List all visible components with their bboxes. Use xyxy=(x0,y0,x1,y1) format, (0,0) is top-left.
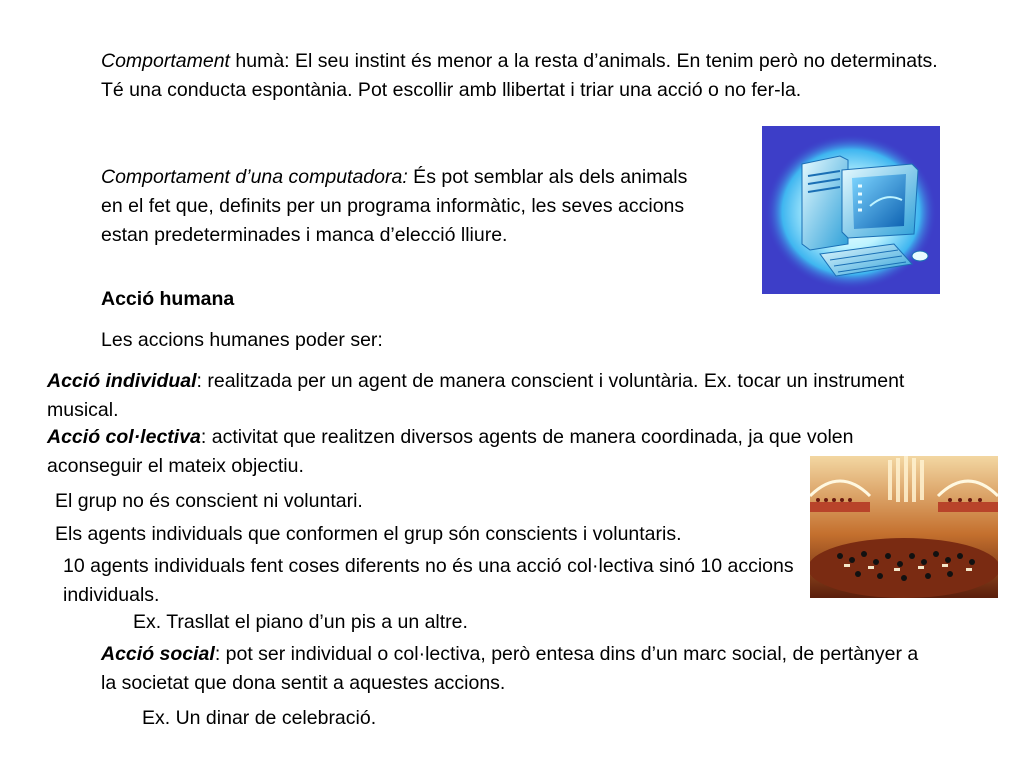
human-behavior-term: Comportament xyxy=(101,50,230,72)
social-example: Ex. Un dinar de celebració. xyxy=(142,707,377,729)
computer-illustration xyxy=(762,126,940,294)
collective-action-paragraph xyxy=(47,423,917,481)
collective-example: Ex. Trasllat el piano d’un pis a un altre. xyxy=(133,611,468,633)
collective-action-term: Acció col·lectiva xyxy=(47,426,201,448)
human-behavior-paragraph xyxy=(101,47,961,105)
individual-action-paragraph xyxy=(47,367,917,425)
social-action-paragraph xyxy=(101,640,931,698)
collective-point: 10 agents individuals fent coses diferents no és una acció col·lectiva sinó 10 accions individuals. xyxy=(63,555,794,606)
social-action-text: : pot ser individual o col·lectiva, però entesa dins d’un marc social, de pertànyer a la societat que dona sentit a aquestes accions. xyxy=(101,643,919,694)
individual-action-term: Acció individual xyxy=(47,370,197,392)
collective-point: El grup no és conscient ni voluntari. xyxy=(55,490,363,512)
collective-point: Els agents individuals que conformen el grup són conscients i voluntaris. xyxy=(55,523,682,545)
human-behavior-text: humà: El seu instint és menor a la resta d’animals. En tenim però no determinats. Té una conducta espontània. Pot escollir amb llibertat i triar una acció o no fer-la. xyxy=(101,50,938,101)
concert-hall-photo xyxy=(810,456,998,598)
human-action-heading: Acció humana xyxy=(101,288,235,310)
individual-action-text: : realitzada per un agent de manera conscient i voluntària. Ex. tocar un instrument musical. xyxy=(47,370,905,421)
intro-text: Les accions humanes poder ser: xyxy=(101,329,383,351)
computer-behavior-paragraph xyxy=(101,163,713,250)
computer-behavior-text: És pot semblar als dels animals en el fet que, definits per un programa informàtic, les seves accions estan predeterminades i manca d’elecció lliure. xyxy=(101,166,688,246)
collective-action-text: : activitat que realitzen diversos agents de manera coordinada, ja que volen aconseguir el mateix objectiu. xyxy=(47,426,854,477)
social-action-term: Acció social xyxy=(101,643,215,665)
computer-behavior-term: Comportament d’una computadora: xyxy=(101,166,408,188)
